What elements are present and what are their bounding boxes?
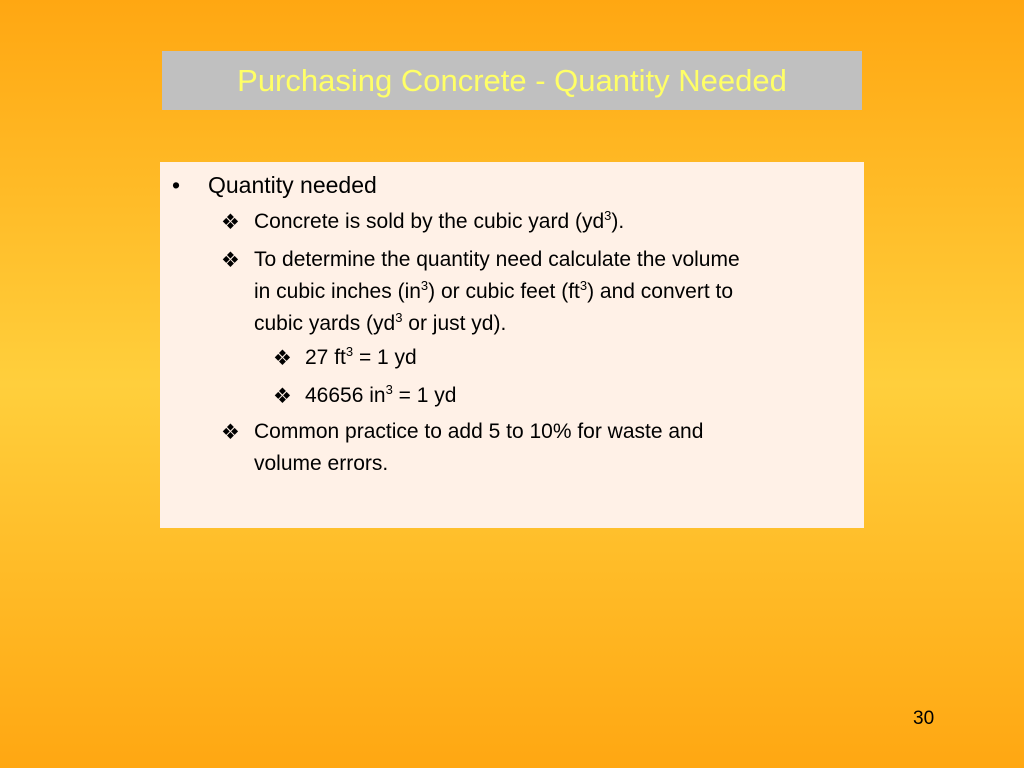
subbullet-text: Concrete is sold by the cubic yard $(yd^3)$. xyxy=(254,208,625,233)
diamond-bullet-icon: ❖ xyxy=(221,249,240,272)
subbullet-determine-quantity xyxy=(160,248,860,344)
subsubbullet-text: 46656 $in^3 = 1$ yd xyxy=(305,382,457,407)
diamond-bullet-icon: ❖ xyxy=(221,421,240,444)
content-panel xyxy=(160,162,864,528)
diamond-bullet-icon: ❖ xyxy=(273,347,292,370)
diamond-bullet-icon: ❖ xyxy=(221,211,240,234)
subbullet-text-line2: volume errors. xyxy=(254,452,389,475)
bullet-text: Quantity needed xyxy=(208,172,377,198)
subbullet-text-line3: cubic yards ($yd^3$ or just yd). xyxy=(254,310,507,335)
subsubbullet-text: 27 $ft^3 = 1$ yd xyxy=(305,344,417,369)
subbullet-common-practice xyxy=(160,420,860,484)
slide-title-bar xyxy=(162,51,862,110)
slide-title: Purchasing Concrete - Quantity Needed xyxy=(237,62,787,98)
bullet-icon: • xyxy=(172,172,181,198)
subbullet-text-line1: To determine the quantity need calculate the volume xyxy=(254,248,740,271)
subbullet-text-line1: Common practice to add 5 to 10% for waste and xyxy=(254,420,704,443)
page-number: 30 xyxy=(913,708,935,729)
subbullet-text-line2: in cubic inches $(in^3)$ or cubic feet $(ft^3)$ and convert to xyxy=(254,278,734,303)
diamond-bullet-icon: ❖ xyxy=(273,385,292,408)
